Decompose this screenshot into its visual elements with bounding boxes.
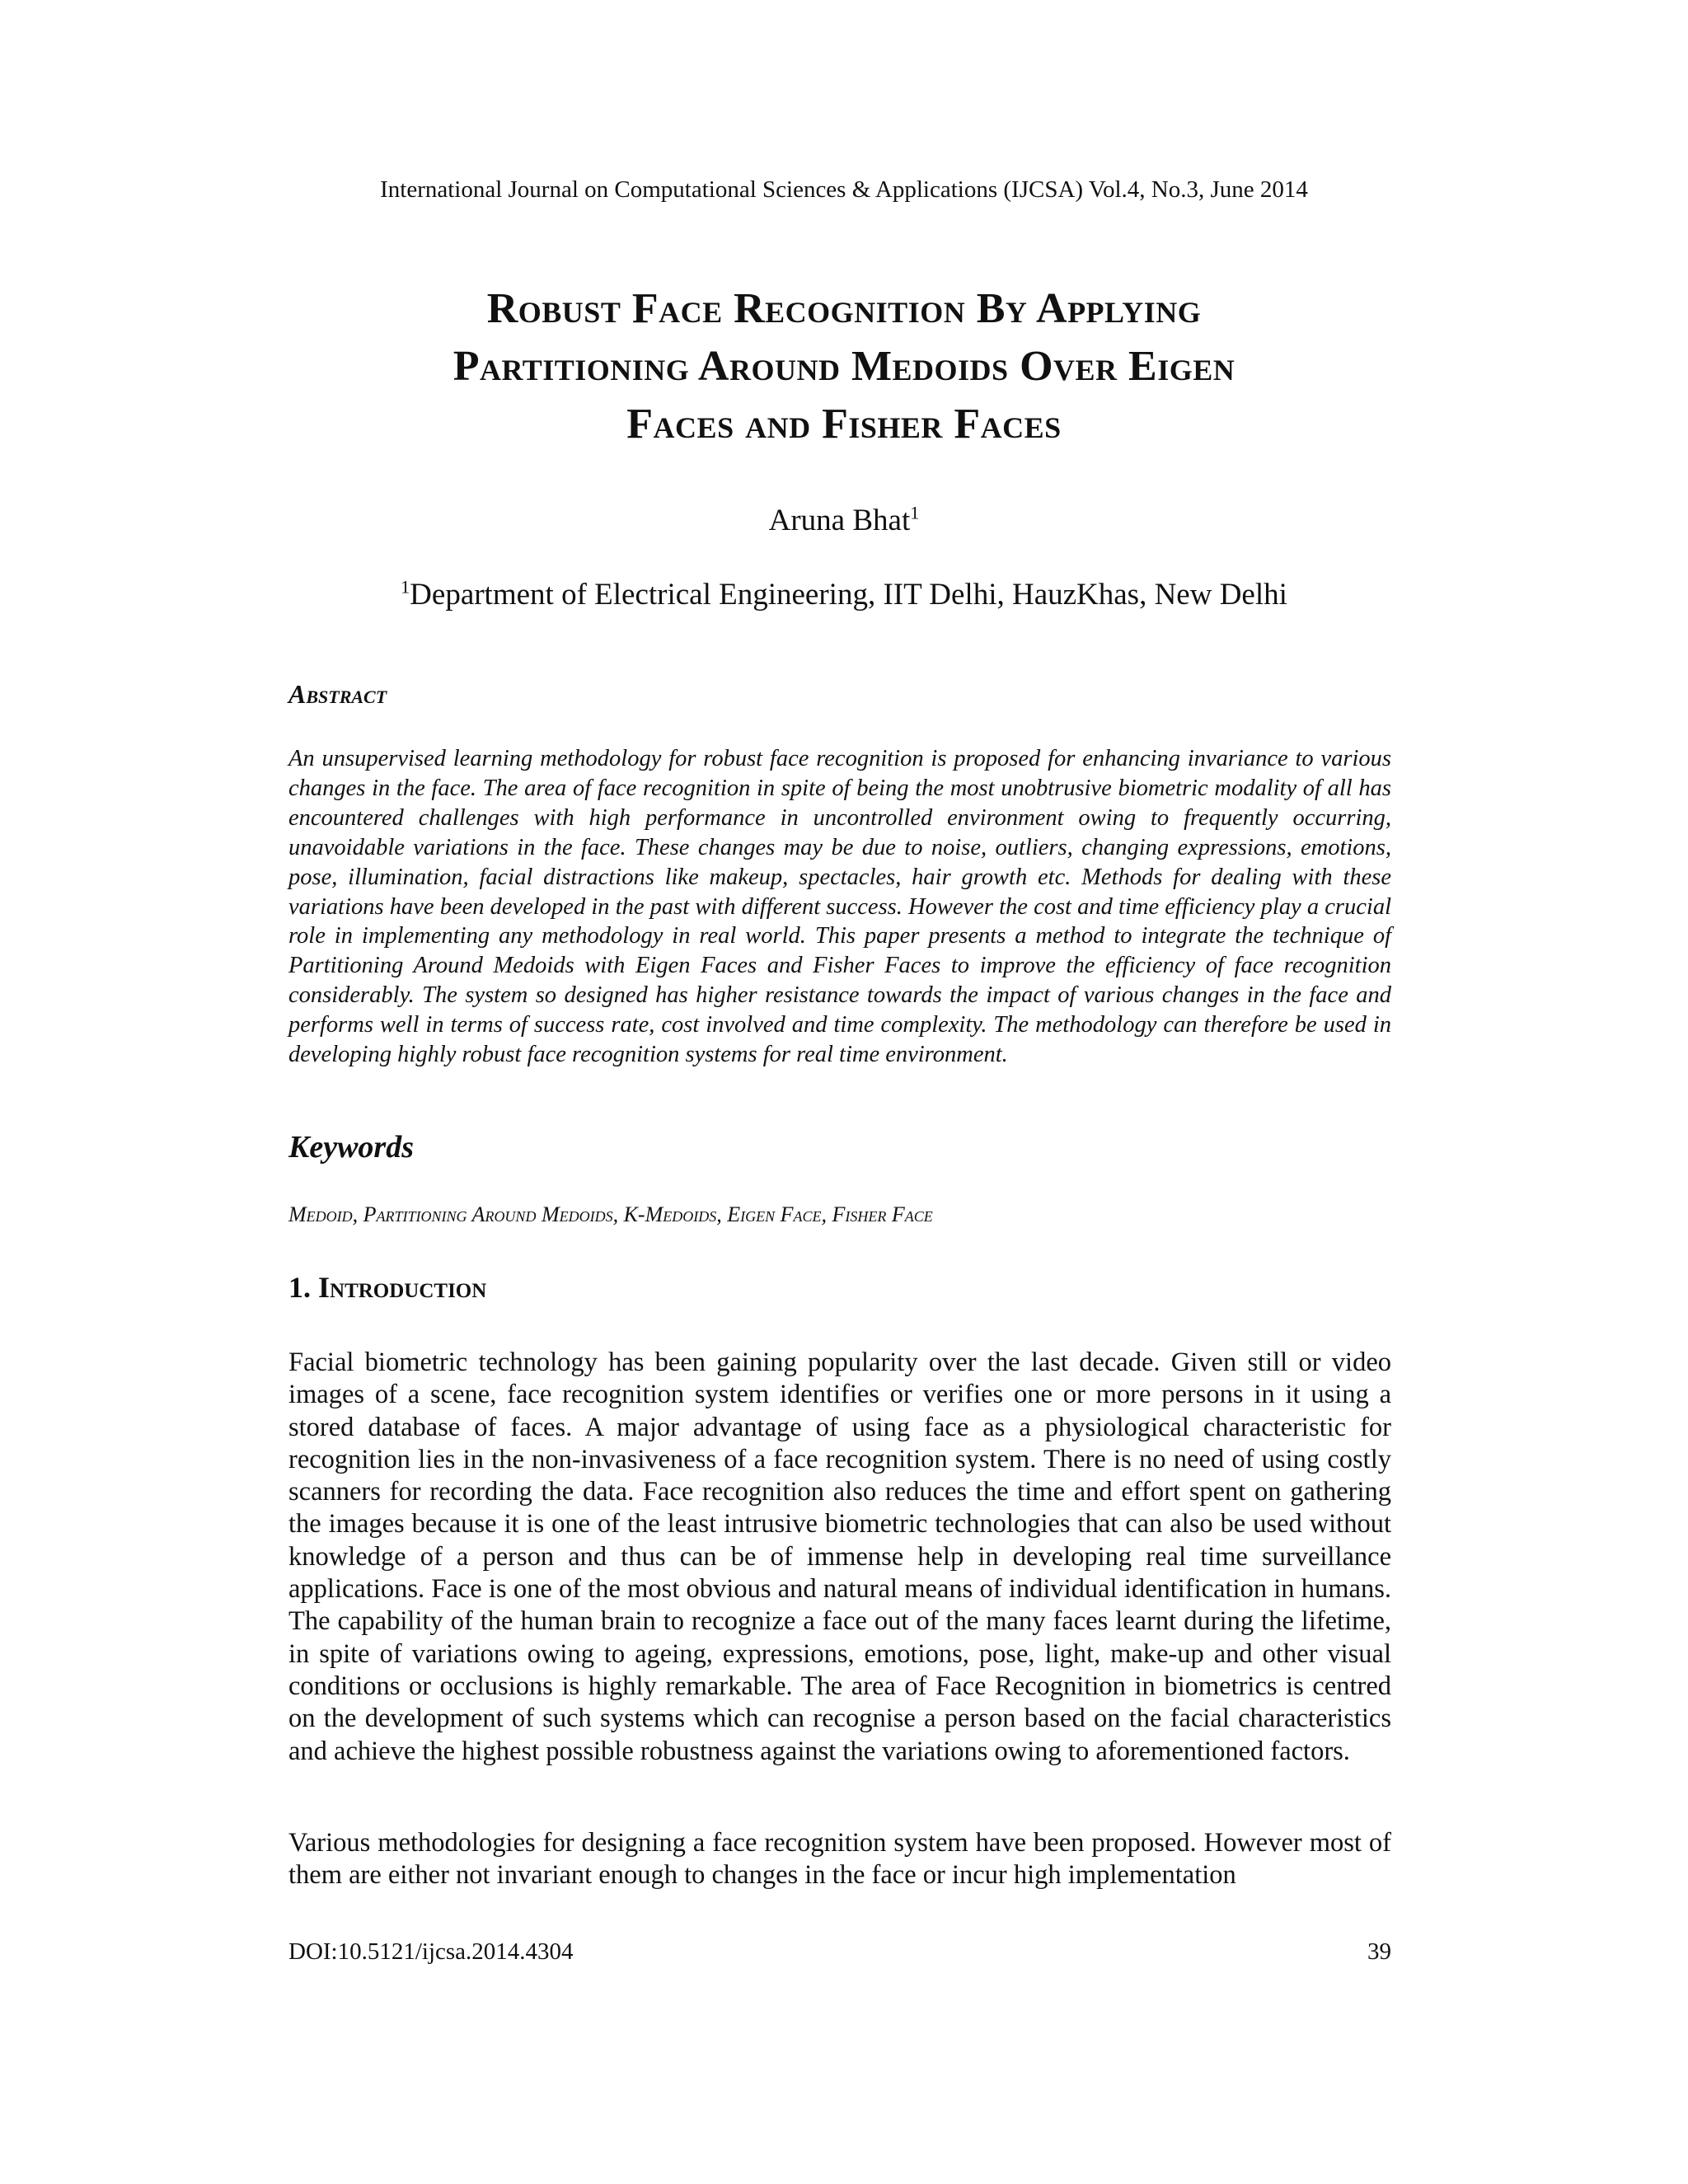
author-affiliation-marker: 1 [910, 502, 920, 523]
affiliation-line [0, 577, 1688, 613]
author-name: Aruna Bhat [768, 504, 911, 537]
paper-title [165, 280, 1523, 453]
title-line-3: Faces and Fisher Faces [626, 401, 1062, 448]
author-line [0, 503, 1688, 539]
footer-doi: DOI:10.5121/ijcsa.2014.4304 [288, 1938, 574, 1965]
abstract-heading: Abstract [288, 679, 387, 709]
introduction-paragraph-2: Various methodologies for designing a face recognition system have been proposed. However most of them are either not invariant enough to changes in the face or incur high implementation [288, 1828, 1391, 1891]
section-heading-introduction: 1. Introduction [288, 1271, 487, 1304]
affiliation-text: Department of Electrical Engineering, IIT Delhi, HauzKhas, New Delhi [410, 578, 1287, 612]
running-header: International Journal on Computational Sciences & Applications (IJCSA) Vol.4, No.3, June 2014 [380, 176, 1308, 203]
title-line-1: Robust Face Recognition By Applying [486, 285, 1202, 332]
keywords-list: Medoid, Partitioning Around Medoids, K-Medoids, Eigen Face, Fisher Face [288, 1202, 933, 1226]
keywords-heading: Keywords [288, 1130, 414, 1165]
title-line-2: Partitioning Around Medoids Over Eigen [452, 343, 1236, 390]
abstract-text: An unsupervised learning methodology for robust face recognition is proposed for enhancing invariance to various changes in the face. The area of face recognition in spite of being the most unobtrusive biometric modality of all has encountered challenges with high performance in uncontrolled environment owing to frequently occurring, unavoidable variations in the face. These changes may be due to noise, outliers, changing expressions, emotions, pose, illumination, facial distractions like makeup, spectacles, hair growth etc. Methods for dealing with these variations have been developed in the past with different success. However the cost and time efficiency play a crucial role in implementing any methodology in real world. This paper presents a method to integrate the technique of Partitioning Around Medoids with Eigen Faces and Fisher Faces to improve the efficiency of face recognition considerably. The system so designed has higher resistance towards the impact of various changes in the face and performs well in terms of success rate, cost involved and time complexity. The methodology can therefore be used in developing highly robust face recognition systems for real time environment. [288, 746, 1391, 1068]
page-number: 39 [1367, 1938, 1391, 1965]
affiliation-marker: 1 [401, 576, 410, 598]
introduction-paragraph-1: Facial biometric technology has been gaining popularity over the last decade. Given still or video images of a scene, face recognition system identifies or verifies one or more persons in it using a stored database of faces. A major advantage of using face as a physiological characteristic for recognition lies in the non-invasiveness of a face recognition system. There is no need of using costly scanners for recording the data. Face recognition also reduces the time and effort spent on gathering the images because it is one of the least intrusive biometric technologies that can also be used without knowledge of a person and thus can be of immense help in developing real time surveillance applications. Face is one of the most obvious and natural means of individual identification in humans. The capability of the human brain to recognize a face out of the many faces learnt during the lifetime, in spite of variations owing to ageing, expressions, emotions, pose, light, make-up and other visual conditions or occlusions is highly remarkable. The area of Face Recognition in biometrics is centred on the development of such systems which can recognise a person based on the facial characteristics and achieve the highest possible robustness against the variations owing to aforementioned factors. [288, 1347, 1391, 1766]
